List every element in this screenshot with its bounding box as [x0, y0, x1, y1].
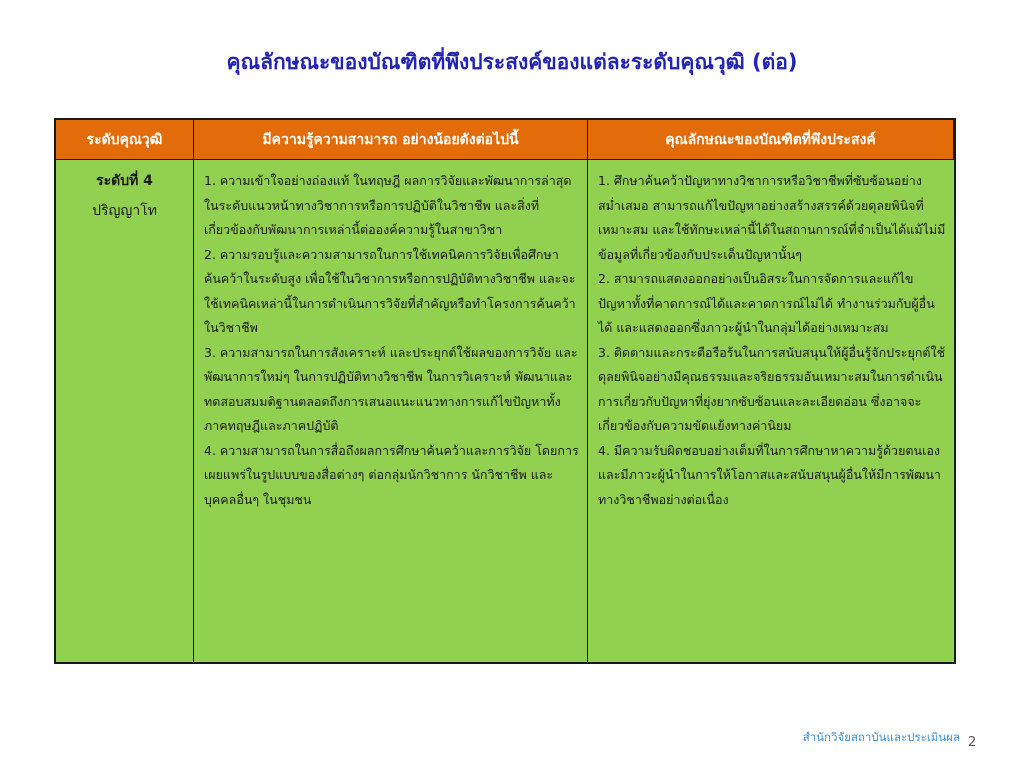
- page-number: 2: [968, 735, 977, 750]
- footer-organization: สำนักวิจัยสถาบันและประเมินผล: [802, 730, 960, 744]
- attribute-item: 1. ศึกษาค้นคว้าปัญหาทางวิชาการหรือวิชาชีพที่ซับซ้อนอย่างสม่ำเสมอ สามารถแก้ไขปัญหาอย่างสร้างสรรค์ด้วยดุลยพินิจที่เหมาะสม และใช้ทักษะเหล่านี้ได้ในสถานการณ์ที่จำเป็นได้แม้ไม่มีข้อมูลที่เกี่ยวข้องกับประเด็นปัญหานั้นๆ: [598, 173, 946, 262]
- header-knowledge: มีความรู้ความสามารถ อย่างน้อยดังต่อไปนี้: [194, 120, 588, 160]
- page-title: คุณลักษณะของบัณฑิตที่พึงประสงค์ของแต่ละระดับคุณวุฒิ (ต่อ): [226, 50, 798, 74]
- header-attributes: คุณลักษณะของบัณฑิตที่พึงประสงค์: [588, 120, 954, 160]
- level-cell: [56, 160, 194, 662]
- knowledge-cell: [194, 160, 588, 662]
- knowledge-item: 1. ความเข้าใจอย่างถ่องแท้ ในทฤษฎี ผลการวิจัยและพัฒนาการล่าสุดในระดับแนวหน้าทางวิชาการหรือการปฏิบัติในวิชาชีพ และสิ่งที่เกี่ยวข้องกับพัฒนาการเหล่านี้ต่อองค์ความรู้ในสาขาวิชา: [204, 173, 572, 237]
- attribute-item: 2. สามารถแสดงออกอย่างเป็นอิสระในการจัดการและแก้ไขปัญหาทั้งที่คาดการณ์ได้และคาดการณ์ไม่ได้ ทำงานร่วมกับผู้อื่นได้ และแสดงออกซึ่งภาวะผู้นำในกลุ่มได้อย่างเหมาะสม: [598, 271, 935, 335]
- attribute-item: 3. ติดตามและกระตือรือร้นในการสนับสนุนให้ผู้อื่นรู้จักประยุกต์ใช้ดุลยพินิจอย่างมีคุณธรรมและจริยธรรมอันเหมาะสมในการดำเนินการเกี่ยวกับปัญหาที่ยุ่งยากซับซ้อนและละเอียดอ่อน ซึ่งอาจจะเกี่ยวข้องกับความขัดแย้งทางค่านิยม: [598, 344, 946, 433]
- attribute-item: 4. มีความรับผิดชอบอย่างเต็มที่ในการศึกษาหาความรู้ด้วยตนเอง และมีภาวะผู้นำในการให้โอกาสและสนับสนุนผู้อื่นให้มีการพัฒนาทางวิชาชีพอย่างต่อเนื่อง: [598, 442, 941, 507]
- knowledge-item: 2. ความรอบรู้และความสามารถในการใช้เทคนิคการวิจัยเพื่อศึกษาค้นคว้าในระดับสูง เพื่อใช้ในวิชาการหรือการปฏิบัติทางวิชาชีพ และจะใช้เทคนิคเหล่านี้ในการดำเนินการวิจัยที่สำคัญหรือทำโครงการค้นคว้าในวิชาชีพ: [204, 246, 576, 335]
- knowledge-item: 4. ความสามารถในการสื่อถึงผลการศึกษาค้นคว้าและการวิจัย โดยการเผยแพร่ในรูปแบบของสื่อต่างๆ ต่อกลุ่มนักวิชาการ นักวิชาชีพ และบุคคลอื่นๆ ในชุมชน: [204, 442, 579, 507]
- attributes-cell: [588, 160, 954, 662]
- knowledge-item: 3. ความสามารถในการสังเคราะห์ และประยุกต์ใช้ผลของการวิจัย และพัฒนาการใหม่ๆ ในการปฏิบัติทางวิชาชีพ ในการวิเคราะห์ พัฒนาและทดสอบสมมติฐานตลอดถึงการเสนอแนะแนวทางการแก้ไขปัญหาทั้งภาคทฤษฎีและภาคปฏิบัติ: [204, 344, 578, 433]
- header-level: ระดับคุณวุฒิ: [56, 120, 194, 160]
- level-label: ระดับที่ 4: [96, 173, 153, 189]
- degree-label: ปริญญาโท: [92, 203, 157, 219]
- qualification-table: [54, 118, 956, 664]
